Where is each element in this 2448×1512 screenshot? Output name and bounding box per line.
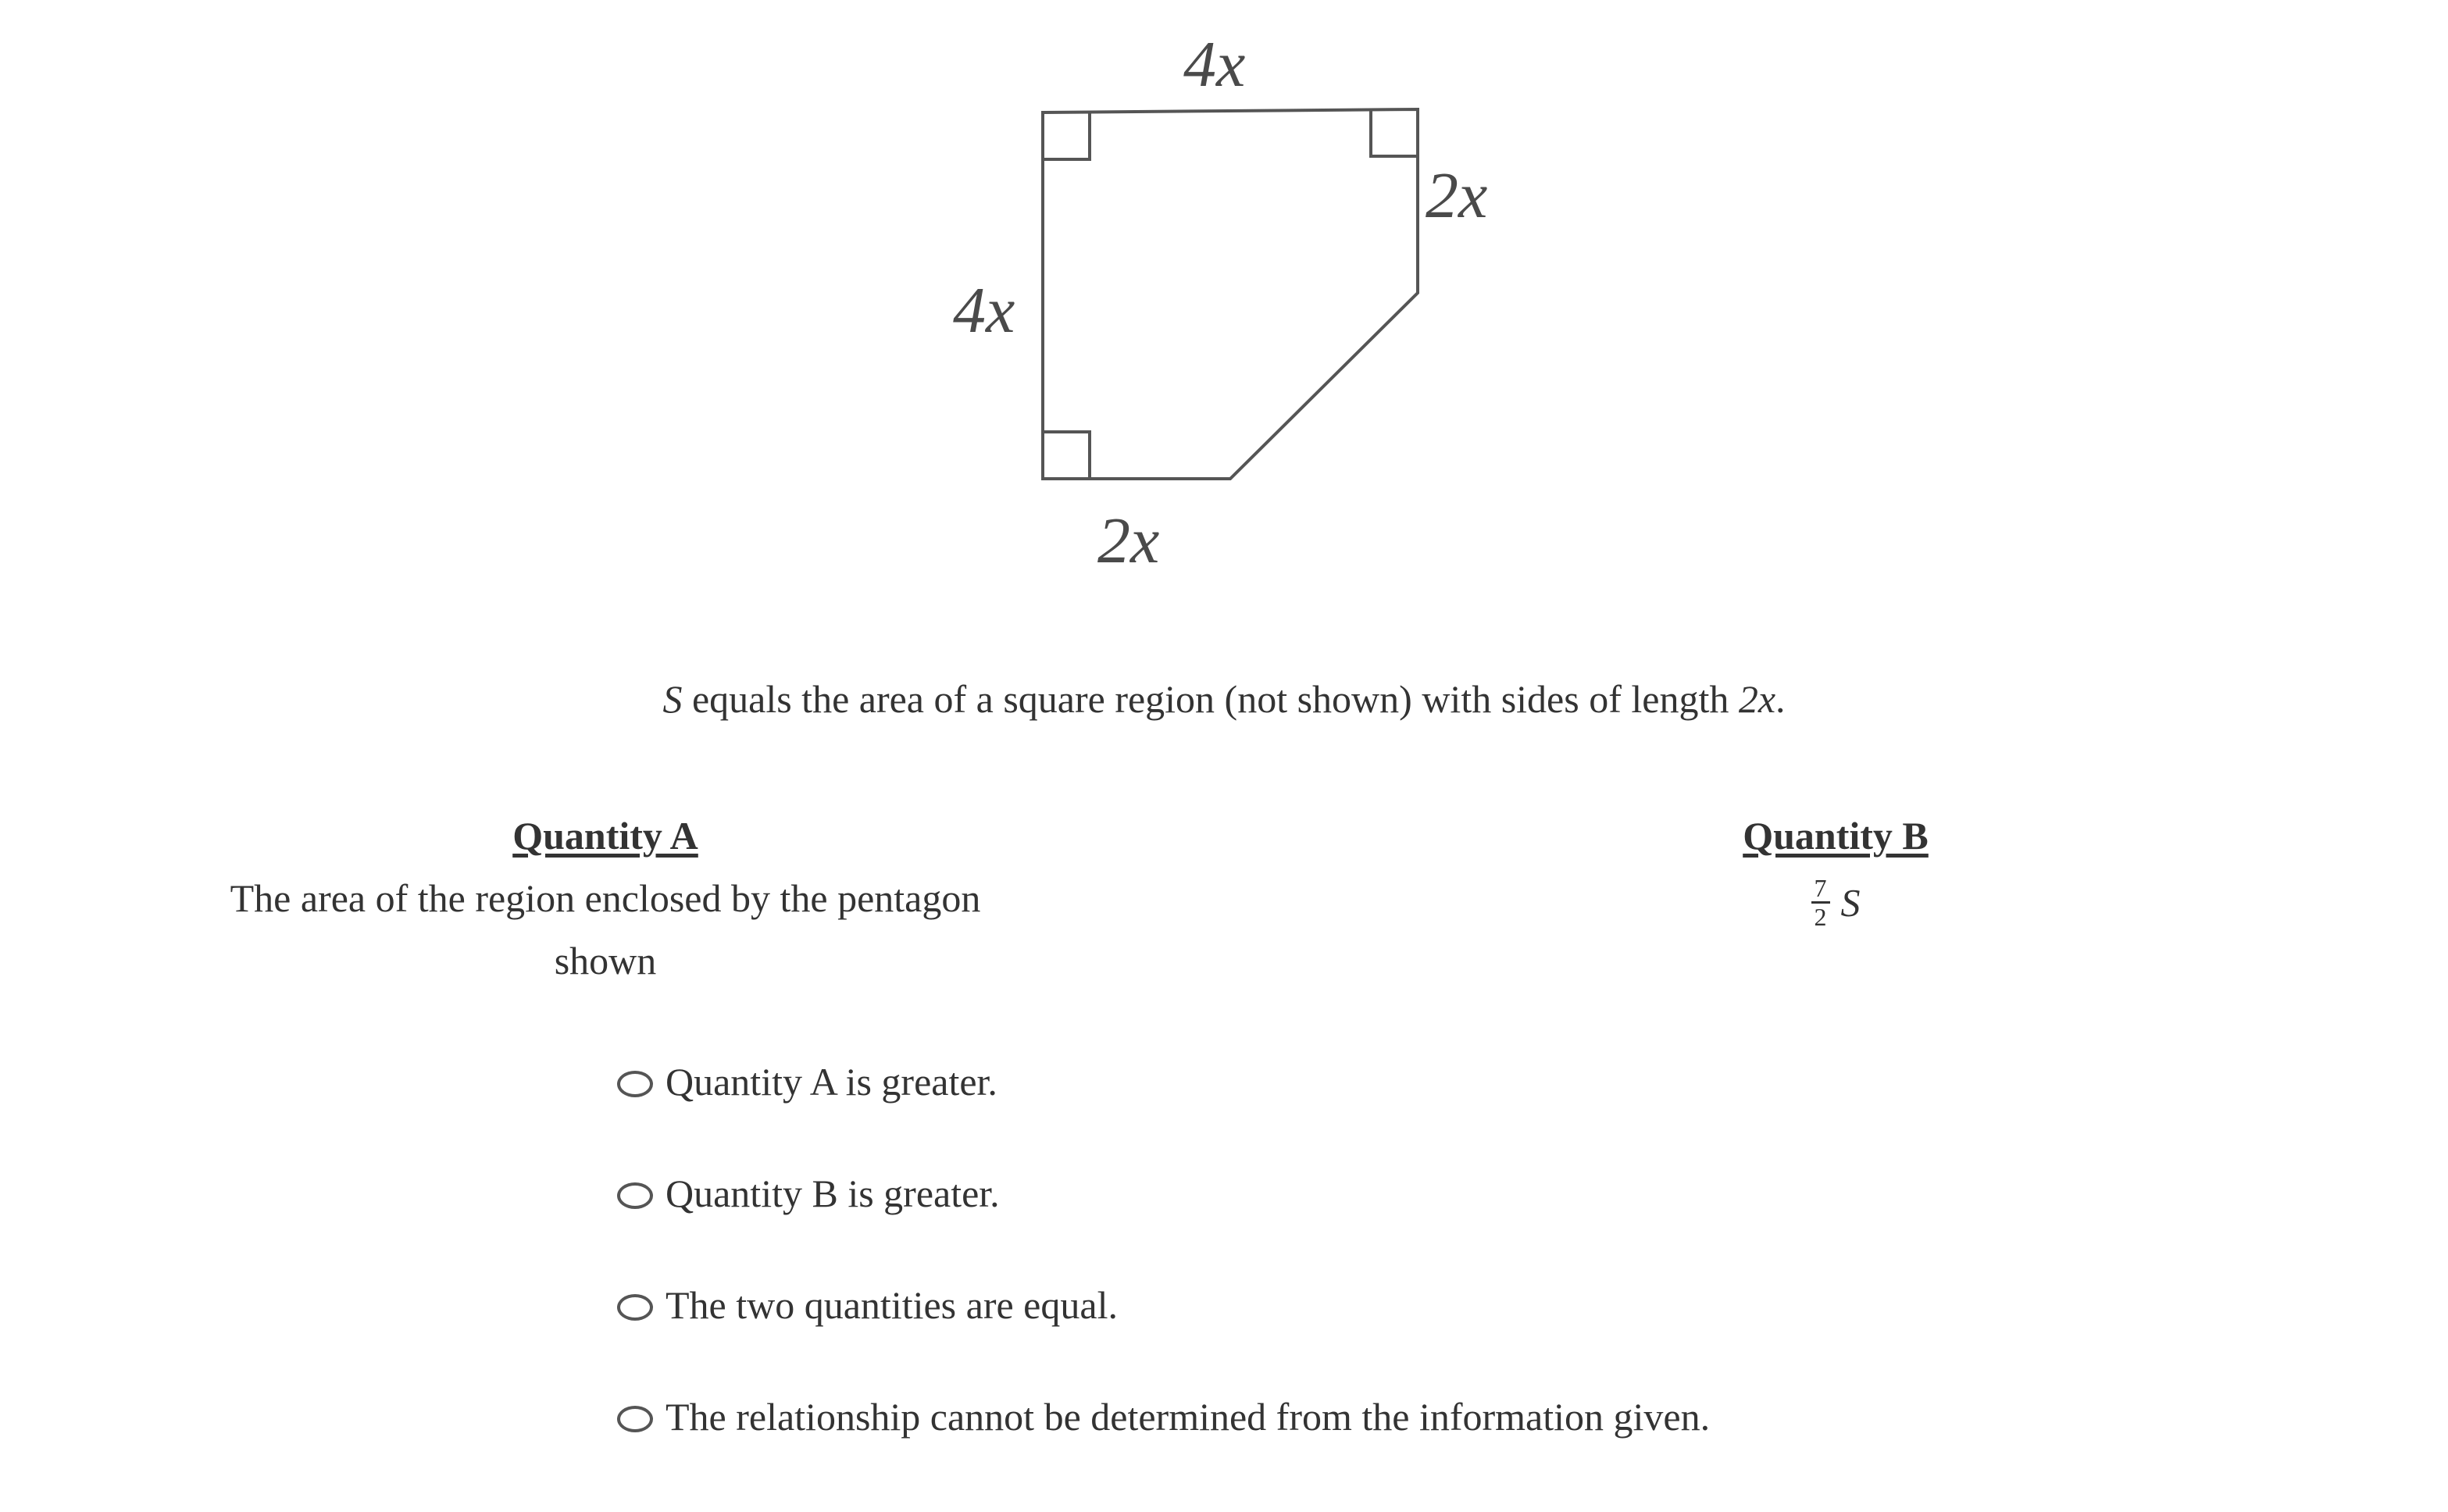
choice-label: Quantity A is greater.: [666, 1060, 997, 1104]
radio-button[interactable]: [617, 1294, 653, 1321]
radio-button[interactable]: [617, 1071, 653, 1097]
label-top-side: 4x: [1183, 31, 1246, 101]
choice-a-greater[interactable]: [617, 1050, 2179, 1113]
quantity-b-column: [1679, 804, 1992, 934]
choice-label: Quantity B is greater.: [666, 1171, 1000, 1215]
right-angle-marker-bottom-left: [1043, 432, 1090, 479]
label-left-side: 4x: [953, 274, 1015, 347]
label-right-side: 2x: [1426, 159, 1488, 232]
choice-label: The relationship cannot be determined from the information given.: [666, 1395, 1711, 1439]
stem-length: 2x: [1738, 677, 1776, 721]
radio-button[interactable]: [617, 1406, 653, 1432]
question-stem: [0, 668, 2448, 730]
stem-variable: S: [662, 677, 683, 721]
label-bottom-side: 2x: [1097, 505, 1160, 577]
quantity-a-text: The area of the region enclosed by the pentagon shown: [230, 876, 981, 982]
quantity-b-heading: Quantity B: [1743, 814, 1929, 858]
right-angle-marker-top-left: [1043, 112, 1090, 159]
quantity-b-expression: [1679, 867, 1992, 934]
pentagon-diagram: [937, 31, 1531, 609]
quantity-b-fraction: [1811, 875, 1830, 930]
pentagon-figure: [937, 31, 1531, 609]
answer-choices: [617, 1050, 2179, 1497]
choice-label: The two quantities are equal.: [666, 1283, 1118, 1327]
fraction-denominator: 2: [1814, 903, 1827, 932]
quantity-a-heading: Quantity A: [512, 814, 698, 858]
fraction-numerator: 7: [1811, 875, 1830, 904]
stem-end: .: [1775, 677, 1786, 721]
stem-text: equals the area of a square region (not shown) with sides of length: [682, 677, 1739, 721]
quantity-a-column: [195, 804, 1015, 992]
quantity-b-variable: S: [1840, 880, 1861, 925]
choice-equal[interactable]: [617, 1274, 2179, 1336]
radio-button[interactable]: [617, 1182, 653, 1209]
choice-b-greater[interactable]: [617, 1162, 2179, 1225]
choice-cannot-determine[interactable]: [617, 1385, 2179, 1448]
pentagon-shape: [1043, 109, 1418, 479]
right-angle-marker-top-right: [1371, 109, 1418, 156]
